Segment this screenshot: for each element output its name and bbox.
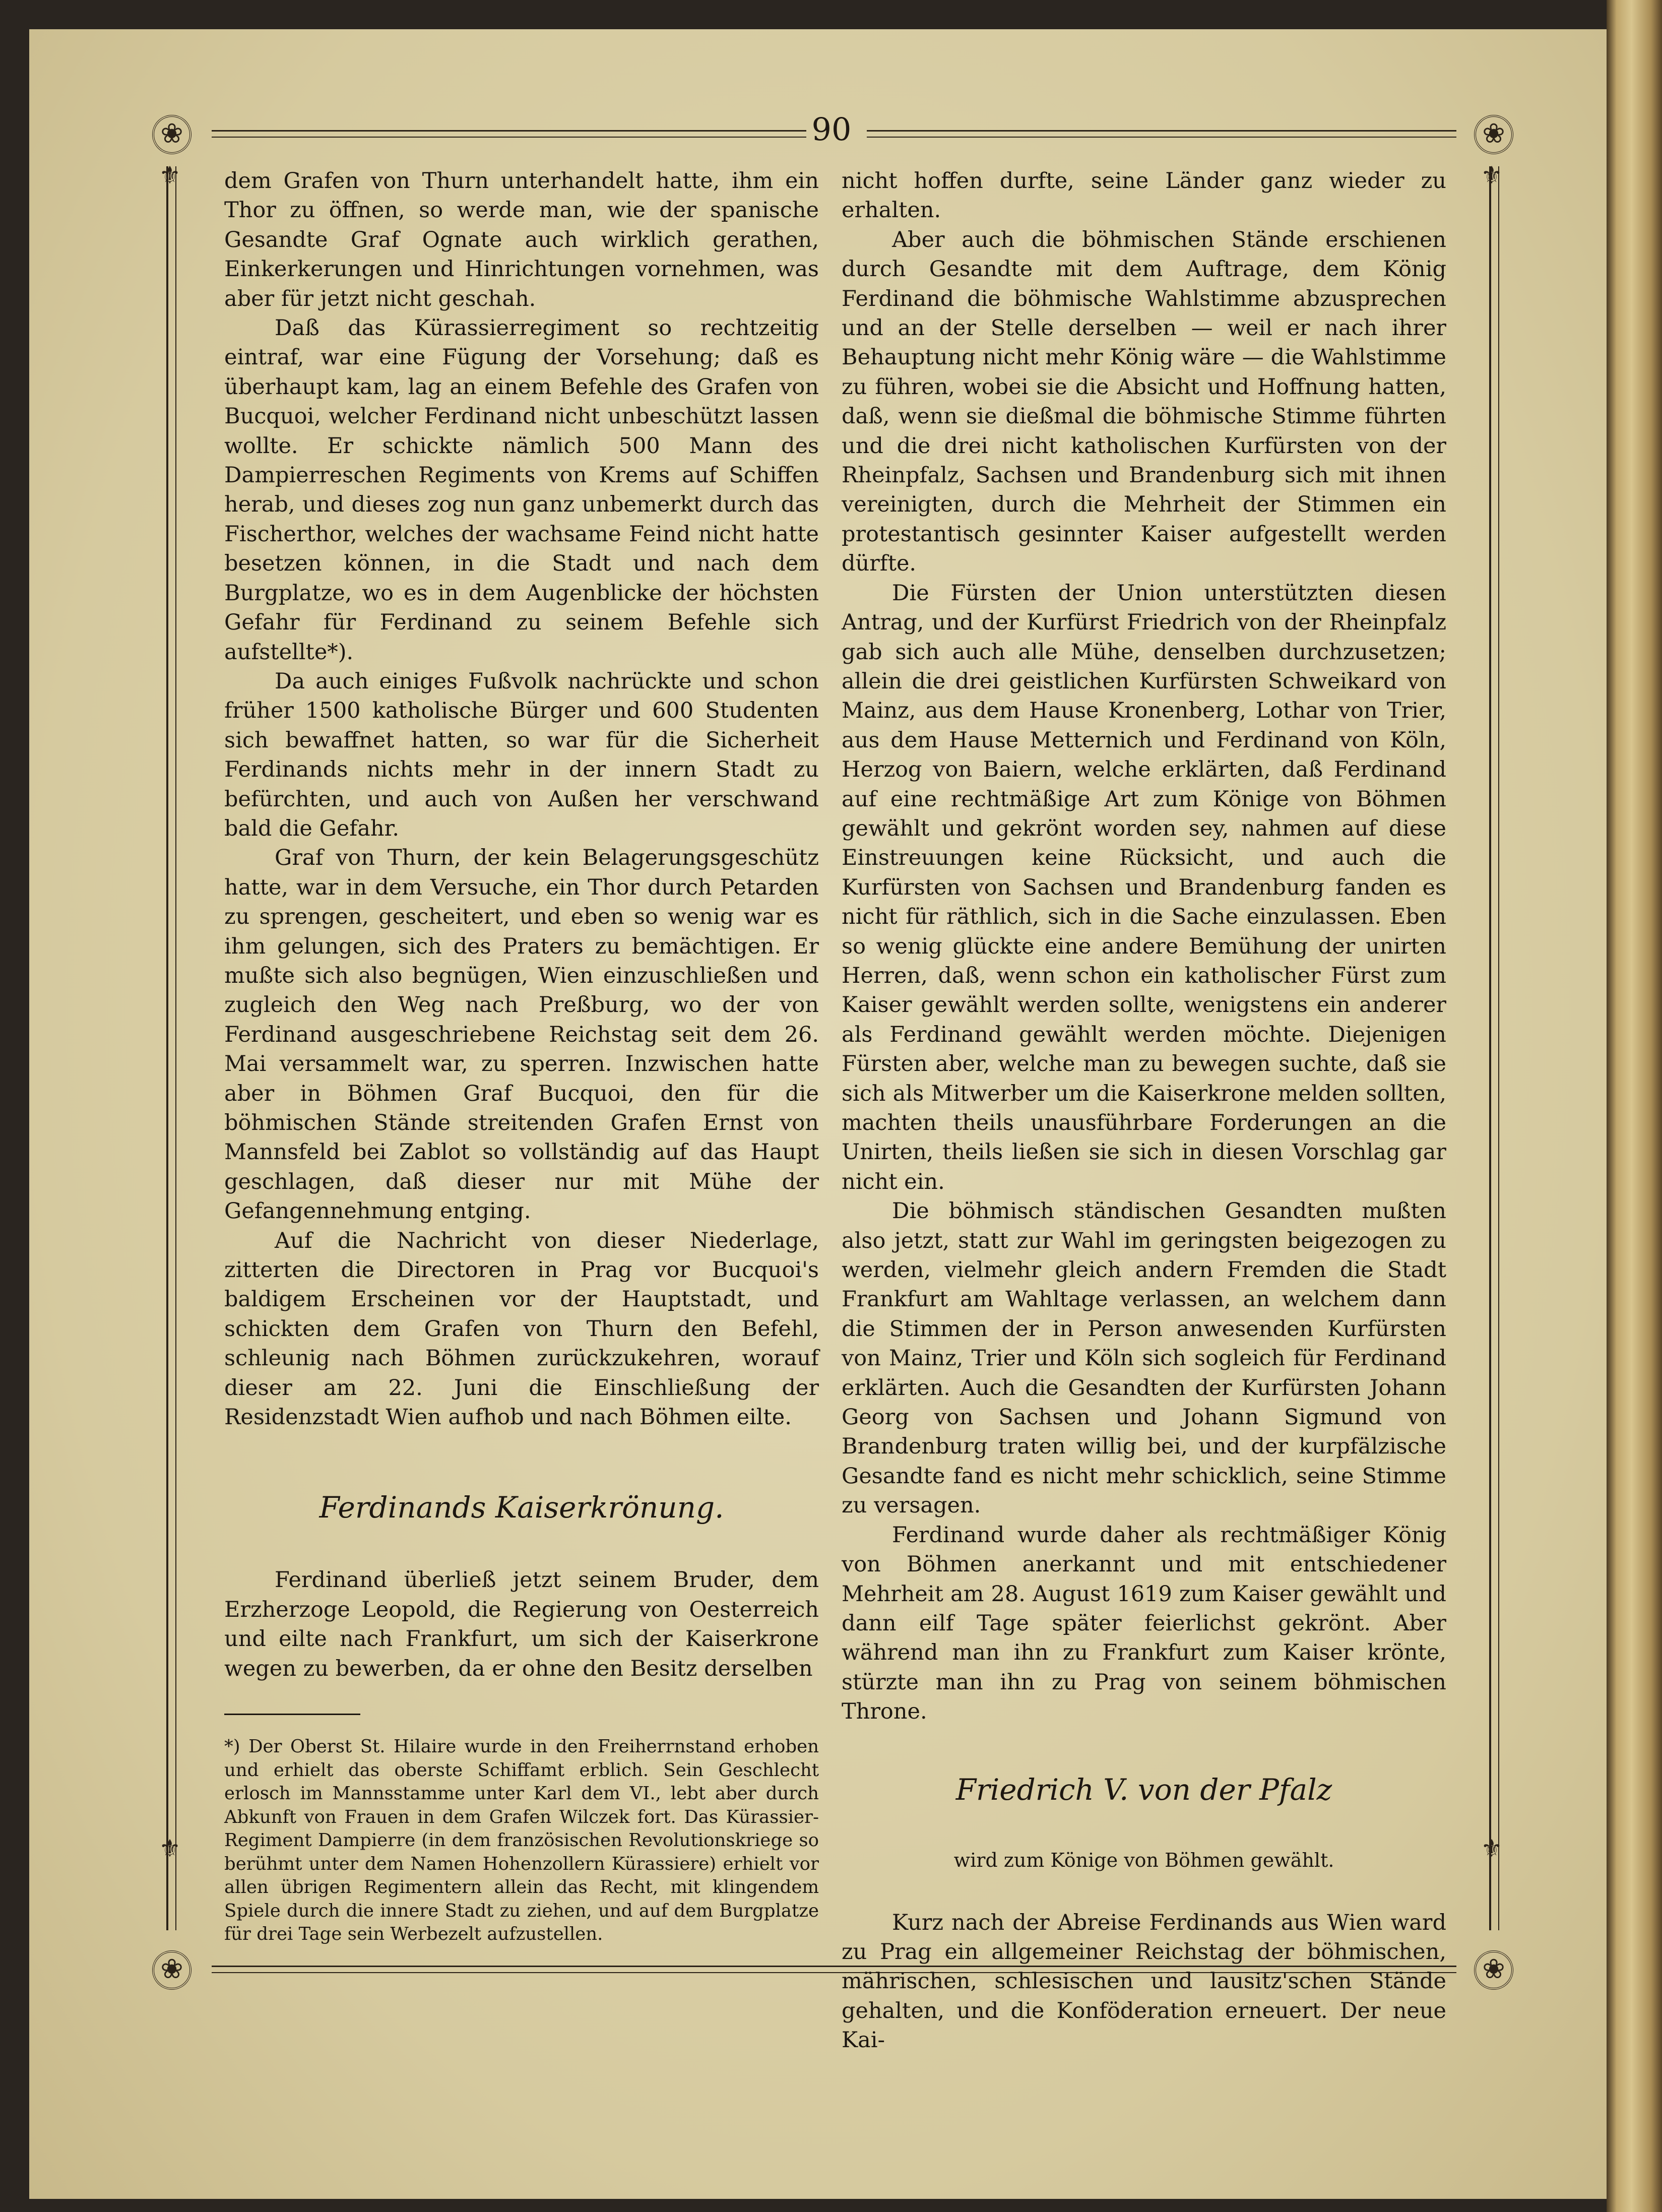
paragraph: Graf von Thurn, der kein Belagerungsgeschütz hatte, war in dem Versuche, ein Thor durch Petarden zu sprengen, gescheitert, und eben so wenig war es ihm gelungen, sich des Praters zu bemächtigen. Er mußte sich also begnügen, Wien einzuschließen und zugleich den Weg nach Preßburg, wo der von Ferdinand ausgeschriebene Reichstag seit dem 26. Mai versammelt war, zu sperren. Inzwischen hatte aber in Böhmen Graf Bucquoi, den für die böhmischen Stände streitenden Grafen Ernst von Mannsfeld bei Zablot so vollständig auf das Haupt geschlagen, daß dieser nur mit Mühe der Gefangennehmung entging.: [224, 845, 819, 1224]
footnote: *) Der Oberst St. Hilaire wurde in den Freiherrnstand erhoben und erhielt das oberste Schiffamt erblich. Sein Geschlecht erlosch im Mannsstamme unter Karl dem VI., lebt aber durch Abkunft von Frauen in dem Grafen Wilczek fort. Das Kürassier-Regiment Dampierre (in dem französischen Revolutionskriege so berühmt unter dem Namen Hohenzollern Kürassiere) erhielt vor allen übrigen Regimentern allein das Recht, mit klingendem Spiele durch die innere Stadt zu ziehen, und auf dem Burgplatze für drei Tage sein Werbezelt aufzustellen.: [224, 1736, 819, 1945]
paragraph: Ferdinand überließ jetzt seinem Bruder, dem Erzherzoge Leopold, die Regierung von Oesterreich und eilte nach Frankfurt, um sich der Kaiserkrone wegen zu bewerben, da er ohne den Besitz derselben: [224, 1567, 819, 1681]
right-text-column: [842, 166, 1446, 2055]
scroll-ornament-icon: ⚜: [1481, 1835, 1503, 1863]
right-border-frame: [1489, 166, 1499, 1930]
section-heading: Friedrich V. von der Pfalz: [955, 1772, 1332, 1807]
section-heading: Ferdinands Kaiserkrönung.: [319, 1490, 724, 1525]
page-number: 90: [811, 111, 852, 148]
paragraph: Da auch einiges Fußvolk nachrückte und schon früher 1500 katholische Bürger und 600 Studenten sich bewaffnet hatten, so war für die Sicherheit Ferdinands nichts mehr in der innern Stadt zu befürchten, und auch von Außen her verschwand bald die Gefahr.: [224, 668, 819, 841]
scroll-ornament-icon: ⚜: [1481, 161, 1503, 189]
paragraph: Kurz nach der Abreise Ferdinands aus Wien ward zu Prag ein allgemeiner Reichstag der böhmischen, mährischen, schlesischen und lausitz'schen Stände gehalten, und die Konföderation erneuert. Der neue Kai-: [842, 1910, 1446, 2053]
footnote-divider: [224, 1714, 360, 1715]
corner-ornament-icon: ❀: [1474, 115, 1513, 154]
corner-ornament-icon: ❀: [152, 115, 191, 154]
paragraph: Die böhmisch ständischen Gesandten mußten also jetzt, statt zur Wahl im geringsten beigezogen zu werden, vielmehr gleich andern Fremden die Stadt Frankfurt am Wahltage verlassen, an welchem dann die Stimmen der in Person anwesenden Kurfürsten von Mainz, Trier und Köln sich sogleich für Ferdinand erklärten. Auch die Gesandten der Kurfürsten Johann Georg von Sachsen und Johann Sigmund von Brandenburg traten willig bei, und der kurpfälzische Gesandte fand es nicht mehr schicklich, seine Stimme zu versagen.: [842, 1198, 1446, 1519]
paragraph: nicht hoffen durfte, seine Länder ganz wieder zu erhalten.: [842, 168, 1446, 223]
corner-ornament-icon: ❀: [1474, 1950, 1513, 1990]
paragraph: Die Fürsten der Union unterstützten diesen Antrag, und der Kurfürst Friedrich von der Rheinpfalz gab sich auch alle Mühe, denselben durchzusetzen; allein die drei geistlichen Kurfürsten Schweikard von Mainz, aus dem Hause Kronenberg, Lothar von Trier, aus dem Hause Metternich und Ferdinand von Köln, Herzog von Baiern, welche erklärten, daß Ferdinand auf eine rechtmäßige Art zum Könige von Böhmen gewählt und gekrönt worden sey, nahmen auf diese Einstreuungen keine Rücksicht, und auch die Kurfürsten von Sachsen und Brandenburg fanden es nicht für räthlich, sich in die Sache einzulassen. Eben so wenig glückte eine andere Bemühung der unirten Herren, daß, wenn schon ein katholischer Fürst zum Kaiser gewählt werden sollte, wenigstens ein anderer als Ferdinand gewählt werden möchte. Diejenigen Fürsten aber, welche man zu bewegen suchte, daß sie sich als Mitwerber um die Kaiserkrone melden sollten, machten theils unausführbare Forderungen an die Unirten, theils ließen sie sich in diesen Vorschlag gar nicht ein.: [842, 580, 1446, 1194]
book-spine-edge: [1607, 0, 1662, 2212]
top-rule-left: [212, 130, 806, 138]
paragraph: Auf die Nachricht von dieser Niederlage, zitterten die Directoren in Prag vor Bucquoi's baldigem Erscheinen vor der Hauptstadt, und schickten dem Grafen von Thurn den Befehl, schleunig nach Böhmen zurückzukehren, worauf dieser am 22. Juni die Einschließung der Residenzstadt Wien aufhob und nach Böhmen eilte.: [224, 1228, 819, 1430]
corner-ornament-icon: ❀: [152, 1950, 191, 1990]
top-rule-right: [867, 130, 1456, 138]
scroll-ornament-icon: ⚜: [159, 1835, 181, 1863]
scroll-ornament-icon: ⚜: [159, 161, 181, 189]
paragraph: Aber auch die böhmischen Stände erschienen durch Gesandte mit dem Auftrage, dem König Ferdinand die böhmische Wahlstimme abzusprechen und an der Stelle derselben — weil er nach ihrer Behauptung nicht mehr König wäre — die Wahlstimme zu führen, wobei sie die Absicht und Hoffnung hatten, daß, wenn sie dießmal die böhmische Stimme führten und die drei nicht katholischen Kurfürsten von der Rheinpfalz, Sachsen und Brandenburg sich mit ihnen vereinigten, durch die Mehrheit der Stimmen ein protestantisch gesinnter Kaiser aufgestellt werden dürfte.: [842, 227, 1446, 577]
section-subheading: wird zum Könige von Böhmen gewählt.: [953, 1849, 1334, 1871]
paragraph: dem Grafen von Thurn unterhandelt hatte, ihm ein Thor zu öffnen, so werde man, wie der spanische Gesandte Graf Ognate auch wirklich gerathen, Einkerkerungen und Hinrichtungen vornehmen, was aber für jetzt nicht geschah.: [224, 168, 819, 311]
paragraph: Daß das Kürassierregiment so rechtzeitig eintraf, war eine Fügung der Vorsehung; daß es überhaupt kam, lag an einem Befehle des Grafen von Bucquoi, welcher Ferdinand nicht unbeschützt lassen wollte. Er schickte nämlich 500 Mann des Dampierreschen Regiments von Krems auf Schiffen herab, und dieses zog nun ganz unbemerkt durch das Fischerthor, welches der wachsame Feind nicht hatte besetzen können, in die Stadt und nach dem Burgplatze, wo es in dem Augenblicke der höchsten Gefahr für Ferdinand zu seinem Befehle sich aufstellte*).: [224, 315, 819, 665]
paragraph: Ferdinand wurde daher als rechtmäßiger König von Böhmen anerkannt und mit entschiedener Mehrheit am 28. August 1619 zum Kaiser gewählt und dann eilf Tage später feierlichst gekrönt. Aber während man ihn zu Frankfurt zum Kaiser krönte, stürzte man ihn zu Prag von seinem böhmischen Throne.: [842, 1522, 1446, 1725]
left-text-column: [224, 166, 819, 1946]
left-border-frame: [166, 166, 176, 1930]
